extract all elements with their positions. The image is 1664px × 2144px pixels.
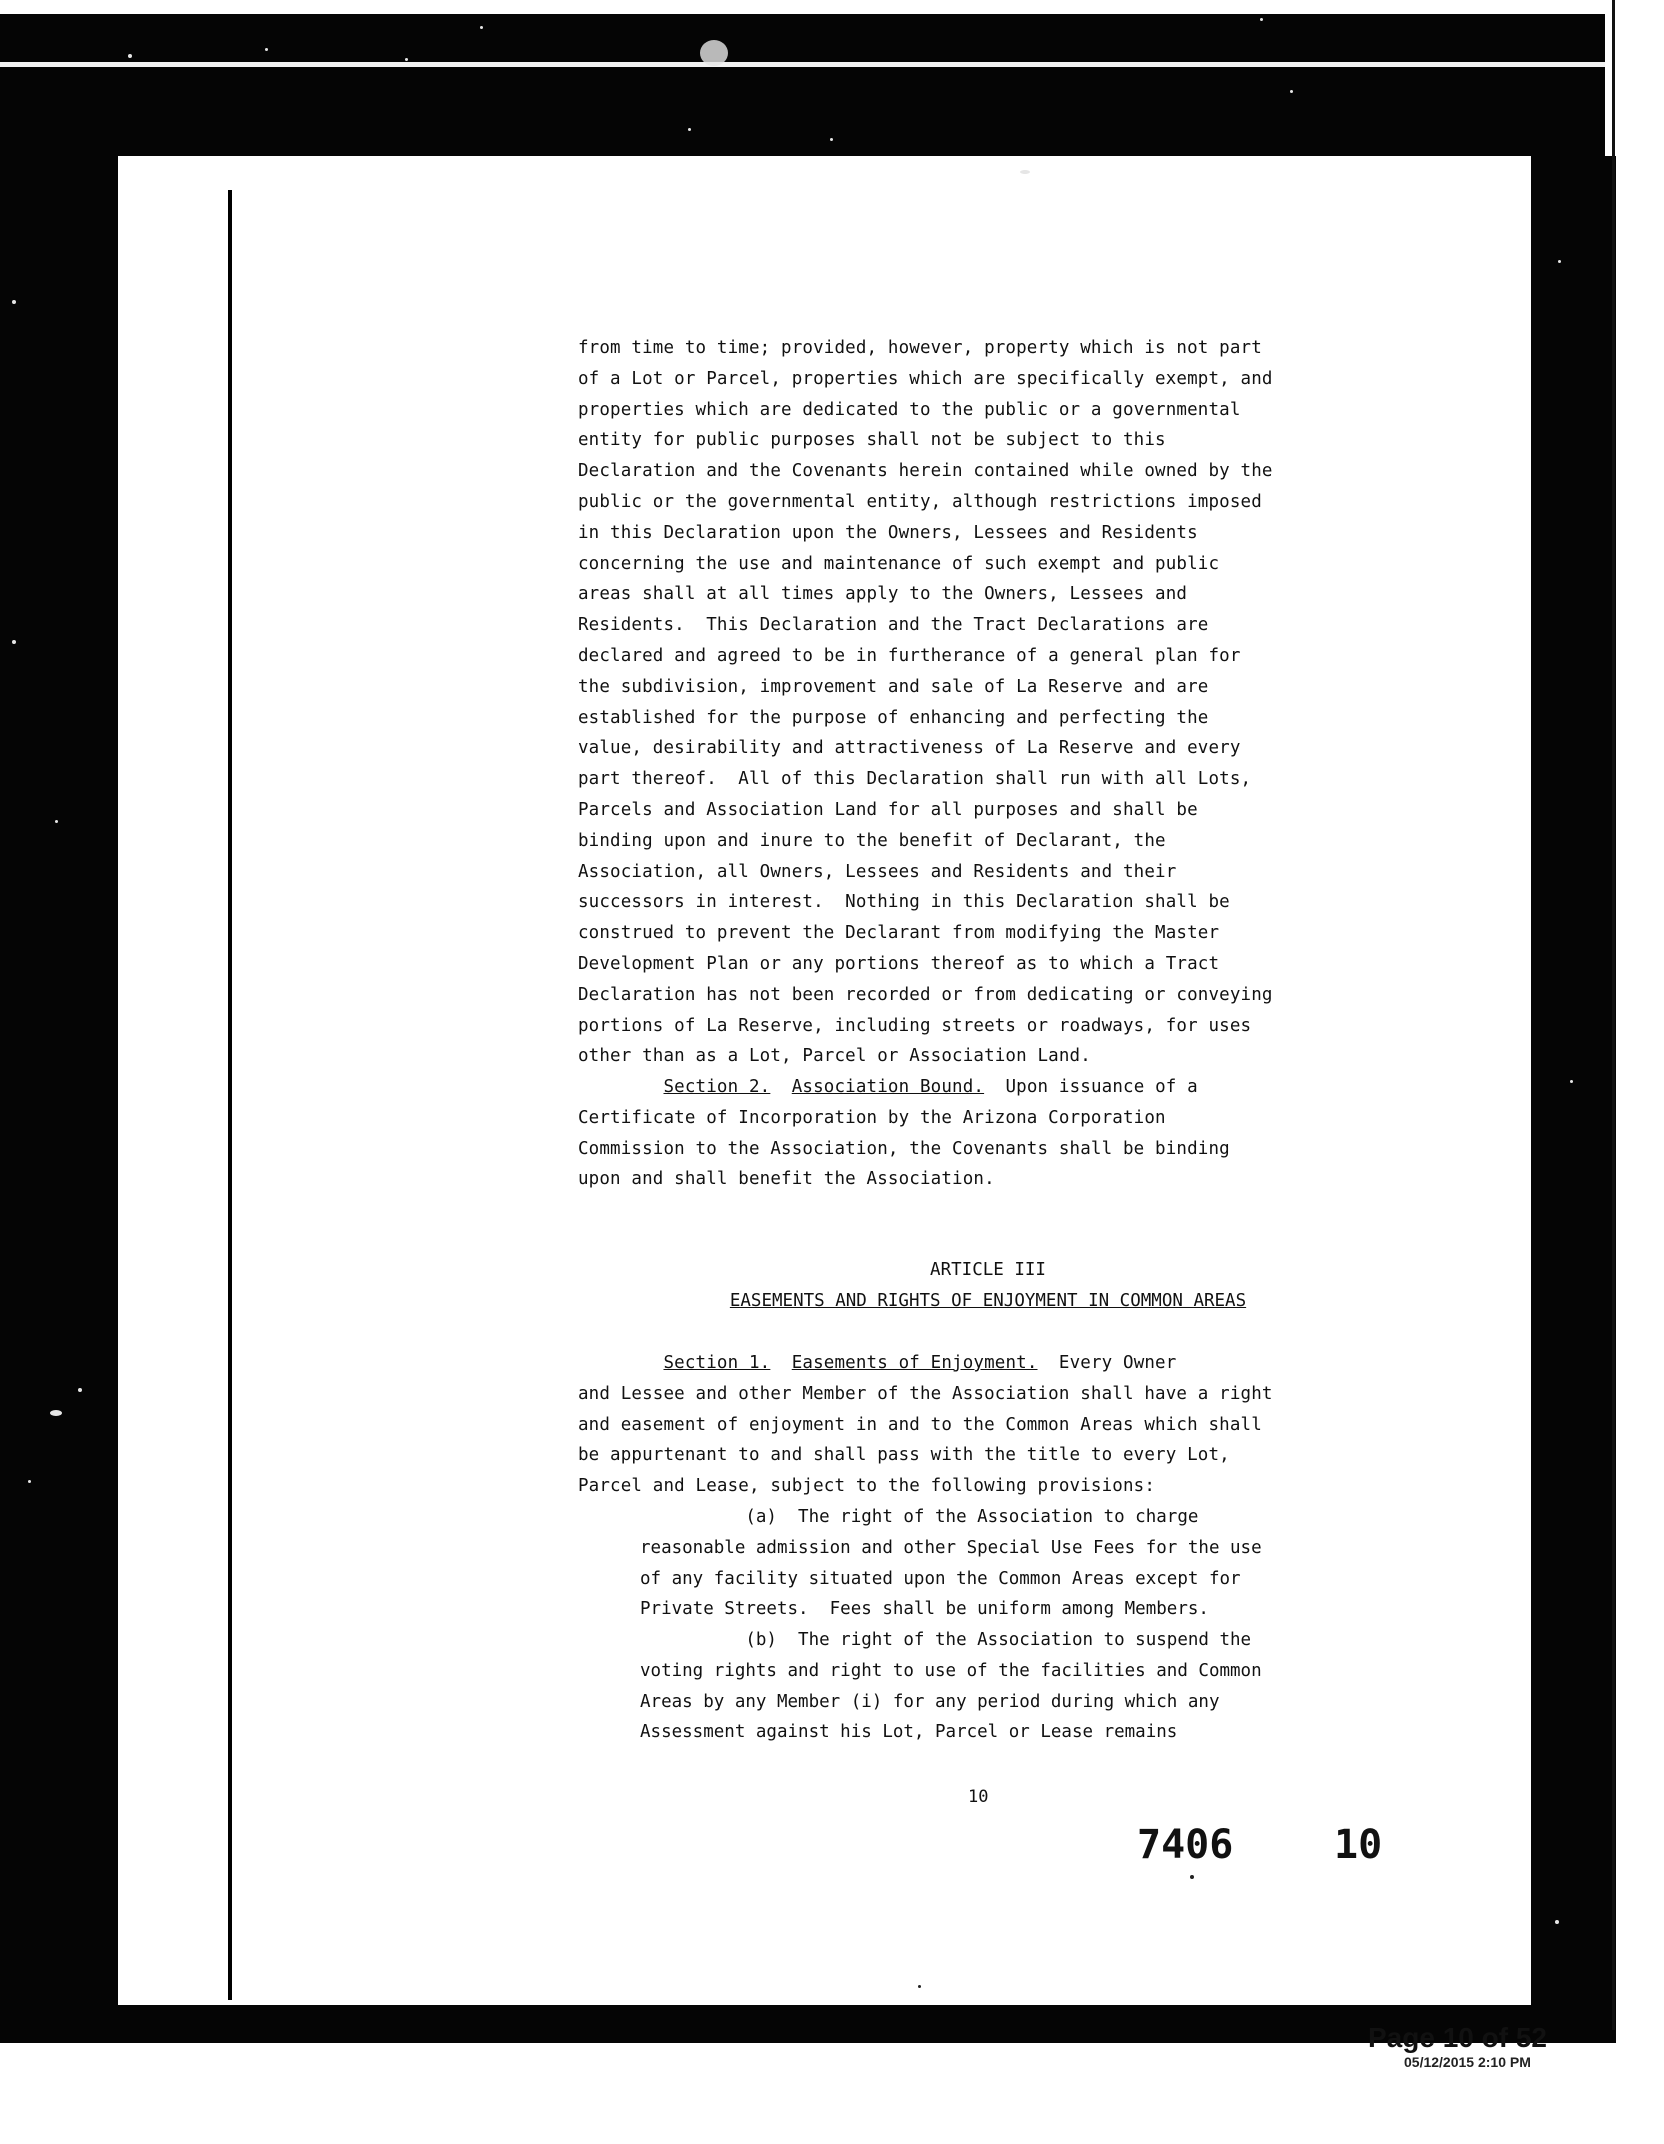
section-1-line: be appurtenant to and shall pass with the title to every Lot,: [578, 1445, 1230, 1466]
continuation-paragraph: [578, 333, 1398, 1072]
provision-first-line: (a) The right of the Association to charge: [745, 1507, 1199, 1527]
scan-speck: [1558, 260, 1561, 263]
scan-speck: [128, 54, 132, 58]
section-2-line: Certificate of Incorporation by the Arizona Corporation: [578, 1107, 1166, 1128]
paragraph-line: declared and agreed to be in furtherance of a general plan for: [578, 645, 1241, 666]
page-number: 10: [968, 1787, 989, 1807]
scan-speck: [1570, 1080, 1573, 1083]
section-1-line: and easement of enjoyment in and to the Common Areas which shall: [578, 1414, 1262, 1435]
section-2-line: upon and shall benefit the Association.: [578, 1169, 995, 1190]
paragraph-line: successors in interest. Nothing in this Declaration shall be: [578, 892, 1230, 913]
scan-speck: [55, 820, 58, 823]
paragraph-line: Association, all Owners, Lessees and Residents and their: [578, 861, 1177, 882]
paragraph-line: Parcels and Association Land for all purposes and shall be: [578, 799, 1198, 820]
scan-speck: [688, 128, 691, 131]
paragraph-line: from time to time; provided, however, property which is not part: [578, 338, 1262, 358]
scan-speck: [1190, 1875, 1194, 1879]
section-1-label: Section 1.: [663, 1353, 771, 1373]
provision-line: Private Streets. Fees shall be uniform among Members.: [640, 1599, 1209, 1620]
scan-speck: [1020, 170, 1030, 174]
paragraph-line: Residents. This Declaration and the Tract Declarations are: [578, 615, 1209, 636]
section-1-first-line-rest: Every Owner: [1037, 1353, 1177, 1373]
article-title: [578, 1286, 1398, 1317]
scan-right-band: [1531, 156, 1616, 2036]
provision-first-line: (b) The right of the Association to suspend the: [745, 1630, 1252, 1650]
section-1-first-line: [578, 1348, 1398, 1379]
paragraph-line: areas shall at all times apply to the Owners, Lessees and: [578, 584, 1188, 605]
scan-speck: [700, 40, 728, 66]
section-2-first-line: [578, 1072, 1398, 1103]
scan-left-band: [0, 156, 118, 2036]
provision-line: Areas by any Member (i) for any period during which any: [640, 1691, 1220, 1712]
scan-right-border: [1612, 0, 1615, 2030]
section-1-line: Parcel and Lease, subject to the following provisions:: [578, 1476, 1156, 1497]
provision-line: reasonable admission and other Special Use Fees for the use: [640, 1537, 1262, 1558]
paragraph-line: properties which are dedicated to the public or a governmental: [578, 399, 1241, 420]
section-2-line: Commission to the Association, the Covenants shall be binding: [578, 1138, 1230, 1159]
paragraph-line: Declaration and the Covenants herein contained while owned by the: [578, 461, 1273, 482]
recording-page-number: 10: [1334, 1822, 1383, 1868]
provision-line: Assessment against his Lot, Parcel or Lease remains: [640, 1722, 1178, 1743]
scan-top-band: [0, 14, 1605, 156]
paragraph-line: value, desirability and attractiveness of La Reserve and every: [578, 738, 1241, 759]
recording-book-number: 7406: [1137, 1822, 1234, 1868]
scan-speck: [830, 138, 833, 141]
section-2-paragraph: [578, 1072, 1398, 1195]
provision-line: of any facility situated upon the Common Areas except for: [640, 1568, 1241, 1589]
paragraph-line: construed to prevent the Declarant from modifying the Master: [578, 923, 1220, 944]
section-2-label: Section 2.: [663, 1077, 771, 1097]
scan-speck: [12, 640, 16, 644]
binding-edge-line: [228, 190, 232, 2000]
scan-speck: [1555, 1920, 1559, 1924]
section-1-title: Easements of Enjoyment.: [791, 1353, 1038, 1373]
scan-speck: [265, 48, 268, 51]
paragraph-line: concerning the use and maintenance of such exempt and public: [578, 553, 1220, 574]
section-2-title: Association Bound.: [791, 1077, 985, 1097]
section-2-first-line-rest: Upon issuance of a: [984, 1077, 1198, 1097]
paragraph-line: of a Lot or Parcel, properties which are specifically exempt, and: [578, 368, 1273, 389]
provision-a: [640, 1502, 1400, 1625]
scan-speck: [405, 58, 408, 61]
paragraph-line: Development Plan or any portions thereof as to which a Tract: [578, 953, 1220, 974]
article-title-text: EASEMENTS AND RIGHTS OF ENJOYMENT IN COMMON AREAS: [729, 1291, 1247, 1311]
article-number: ARTICLE III: [930, 1260, 1046, 1280]
paragraph-line: Declaration has not been recorded or from dedicating or conveying: [578, 984, 1273, 1005]
footer-page-label: Page 10 of 52: [1368, 2022, 1547, 2053]
scan-speck: [12, 300, 16, 304]
scan-speck: [1290, 90, 1293, 93]
paragraph-line: other than as a Lot, Parcel or Association Land.: [578, 1046, 1091, 1067]
scan-speck: [50, 1410, 62, 1416]
paragraph-line: binding upon and inure to the benefit of Declarant, the: [578, 830, 1166, 851]
paragraph-line: portions of La Reserve, including streets or roadways, for uses: [578, 1015, 1252, 1036]
scan-speck: [480, 26, 483, 29]
provision-line: voting rights and right to use of the facilities and Common: [640, 1660, 1262, 1681]
paragraph-line: in this Declaration upon the Owners, Lessees and Residents: [578, 522, 1198, 543]
section-1-paragraph: [578, 1348, 1398, 1502]
paragraph-line: entity for public purposes shall not be subject to this: [578, 430, 1166, 451]
section-1-line: and Lessee and other Member of the Association shall have a right: [578, 1383, 1273, 1404]
paragraph-line: public or the governmental entity, although restrictions imposed: [578, 491, 1262, 512]
scan-speck: [918, 1985, 921, 1988]
scan-top-stripe: [0, 62, 1605, 67]
paragraph-line: established for the purpose of enhancing and perfecting the: [578, 707, 1209, 728]
provision-b: [640, 1625, 1400, 1748]
paragraph-line: the subdivision, improvement and sale of La Reserve and are: [578, 676, 1209, 697]
paragraph-line: part thereof. All of this Declaration shall run with all Lots,: [578, 769, 1252, 790]
scan-speck: [78, 1388, 82, 1392]
scan-speck: [1260, 18, 1263, 21]
scan-speck: [28, 1480, 31, 1483]
footer-timestamp: 05/12/2015 2:10 PM: [1404, 2054, 1531, 2070]
